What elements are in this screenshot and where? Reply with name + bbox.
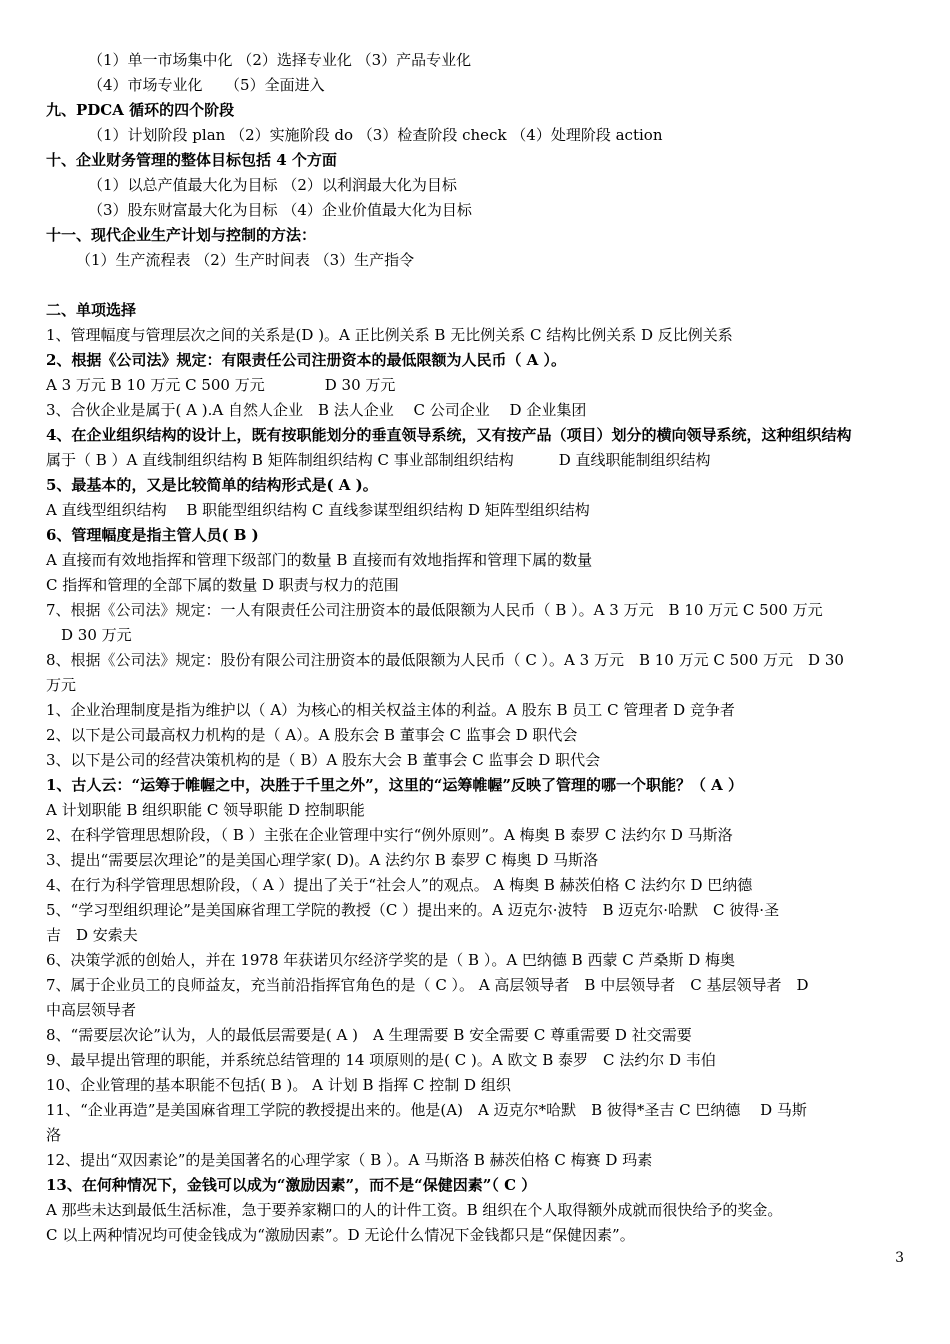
text-line: 十、企业财务管理的整体目标包括 4 个方面 [46, 151, 337, 169]
text-line: （1）生产流程表 （2）生产时间表 （3）生产指令 [76, 251, 415, 269]
text-line: （1）以总产值最大化为目标 （2）以利润最大化为目标 [88, 176, 457, 194]
text-line: （1）计划阶段 plan （2）实施阶段 do （3）检查阶段 check （4）处理阶段 action [88, 126, 663, 144]
text-line: 5、“学习型组织理论”是美国麻省理工学院的教授（C ）提出来的。A 迈克尔·波特 B 迈克尔·哈默 C 彼得·圣 [46, 901, 780, 919]
text-line: A 3 万元 B 10 万元 C 500 万元 D 30 万元 [46, 376, 396, 394]
text-line: 7、根据《公司法》规定：一人有限责任公司注册资本的最低限额为人民币（ B ）。A 3 万元 B 10 万元 C 500 万元 [46, 601, 823, 619]
text-line: A 那些未达到最低生活标准，急于要养家糊口的人的计件工资。B 组织在个人取得额外成就而很快给予的奖金。 [46, 1201, 783, 1219]
text-line: 3、合伙企业是属于( A ).A 自然人企业 B 法人企业 C 公司企业 D 企业集团 [46, 401, 587, 419]
text-line: 1、古人云：“运筹于帷幄之中，决胜于千里之外”，这里的“运筹帷幄”反映了管理的哪一个职能？（ A ） [46, 776, 744, 794]
text-line: （3）股东财富最大化为目标 （4）企业价值最大化为目标 [88, 201, 472, 219]
text-line: 属于（ B ）A 直线制组织结构 B 矩阵制组织结构 C 事业部制组织结构 D 直线职能制组织结构 [46, 451, 711, 469]
text-line: 中高层领导者 [46, 1001, 137, 1019]
text-line: 7、属于企业员工的良师益友，充当前沿指挥官角色的是（ C ）。 A 高层领导者 B 中层领导者 C 基层领导者 D [46, 976, 809, 994]
text-line: 9、最早提出管理的职能，并系统总结管理的 14 项原则的是( C )。A 欧文 B 泰罗 C 法约尔 D 韦伯 [46, 1051, 716, 1069]
text-line: 12、提出“双因素论”的是美国著名的心理学家（ B ）。A 马斯洛 B 赫茨伯格 C 梅赛 D 玛素 [46, 1151, 653, 1169]
text-line: 2、在科学管理思想阶段，（ B ）主张在企业管理中实行“例外原则”。A 梅奥 B 泰罗 C 法约尔 D 马斯洛 [46, 826, 733, 844]
text-line: D 30 万元 [46, 626, 132, 644]
text-line: 十一、现代企业生产计划与控制的方法： [46, 226, 317, 244]
text-line: 3、以下是公司的经营决策机构的是（ B）A 股东大会 B 董事会 C 监事会 D 职代会 [46, 751, 601, 769]
text-line: （1）单一市场集中化 （2）选择专业化 （3）产品专业化 [88, 51, 472, 69]
text-line: 11、“企业再造”是美国麻省理工学院的教授提出来的。他是(A) A 迈克尔*哈默 B 彼得*圣吉 C 巴纳德 D 马斯 [46, 1101, 807, 1119]
text-line: A 计划职能 B 组织职能 C 领导职能 D 控制职能 [46, 801, 365, 819]
text-line: 6、决策学派的创始人，并在 1978 年获诺贝尔经济学奖的是（ B ）。A 巴纳德 B 西蒙 C 芦桑斯 D 梅奥 [46, 951, 736, 969]
text-line: 万元 [46, 676, 77, 694]
text-line: 3、提出“需要层次理论”的是美国心理学家( D)。A 法约尔 B 泰罗 C 梅奥 D 马斯洛 [46, 851, 599, 869]
text-line: 8、根据《公司法》规定：股份有限公司注册资本的最低限额为人民币（ C ）。A 3 万元 B 10 万元 C 500 万元 D 30 [46, 651, 844, 669]
text-line: 4、在行为科学管理思想阶段，（ A ）提出了关于“社会人”的观点。 A 梅奥 B 赫茨伯格 C 法约尔 D 巴纳德 [46, 876, 753, 894]
text-line: 6、管理幅度是指主管人员( B ) [46, 526, 259, 544]
text-line: 二、单项选择 [46, 301, 137, 319]
text-line: 九、PDCA 循环的四个阶段 [46, 101, 235, 119]
text-line: A 直线型组织结构 B 职能型组织结构 C 直线参谋型组织结构 D 矩阵型组织结构 [46, 501, 590, 519]
page-number: 3 [895, 1250, 904, 1266]
text-line: 2、以下是公司最高权力机构的是（ A）。A 股东会 B 董事会 C 监事会 D 职代会 [46, 726, 578, 744]
text-line: C 以上两种情况均可使金钱成为“激励因素”。D 无论什么情况下金钱都只是“保健因素”。 [46, 1226, 635, 1244]
text-line: A 直接而有效地指挥和管理下级部门的数量 B 直接而有效地指挥和管理下属的数量 [46, 551, 593, 569]
text-line: 洛 [46, 1126, 62, 1144]
text-line: 5、最基本的，又是比较简单的结构形式是( A )。 [46, 476, 378, 494]
text-line: C 指挥和管理的全部下属的数量 D 职责与权力的范围 [46, 576, 399, 594]
text-line: 2、根据《公司法》规定：有限责任公司注册资本的最低限额为人民币（ A ）。 [46, 351, 567, 369]
text-line: 13、在何种情况下，金钱可以成为“激励因素”，而不是“保健因素”（ C ） [46, 1176, 537, 1194]
text-line: 10、企业管理的基本职能不包括( B )。 A 计划 B 指挥 C 控制 D 组织 [46, 1076, 511, 1094]
text-line: 4、在企业组织结构的设计上，既有按职能划分的垂直领导系统，又有按产品（项目）划分的横向领导系统，这种组织结构 [46, 426, 852, 444]
text-line: 1、管理幅度与管理层次之间的关系是(D )。A 正比例关系 B 无比例关系 C 结构比例关系 D 反比例关系 [46, 326, 733, 344]
text-line: 吉 D 安索夫 [46, 926, 138, 944]
text-line: （4）市场专业化 （5）全面进入 [88, 76, 325, 94]
text-line: 8、“需要层次论”认为，人的最低层需要是( A ) A 生理需要 B 安全需要 C 尊重需要 D 社交需要 [46, 1026, 692, 1044]
text-line: 1、企业治理制度是指为维护以（ A）为核心的相关权益主体的利益。A 股东 B 员工 C 管理者 D 竞争者 [46, 701, 735, 719]
